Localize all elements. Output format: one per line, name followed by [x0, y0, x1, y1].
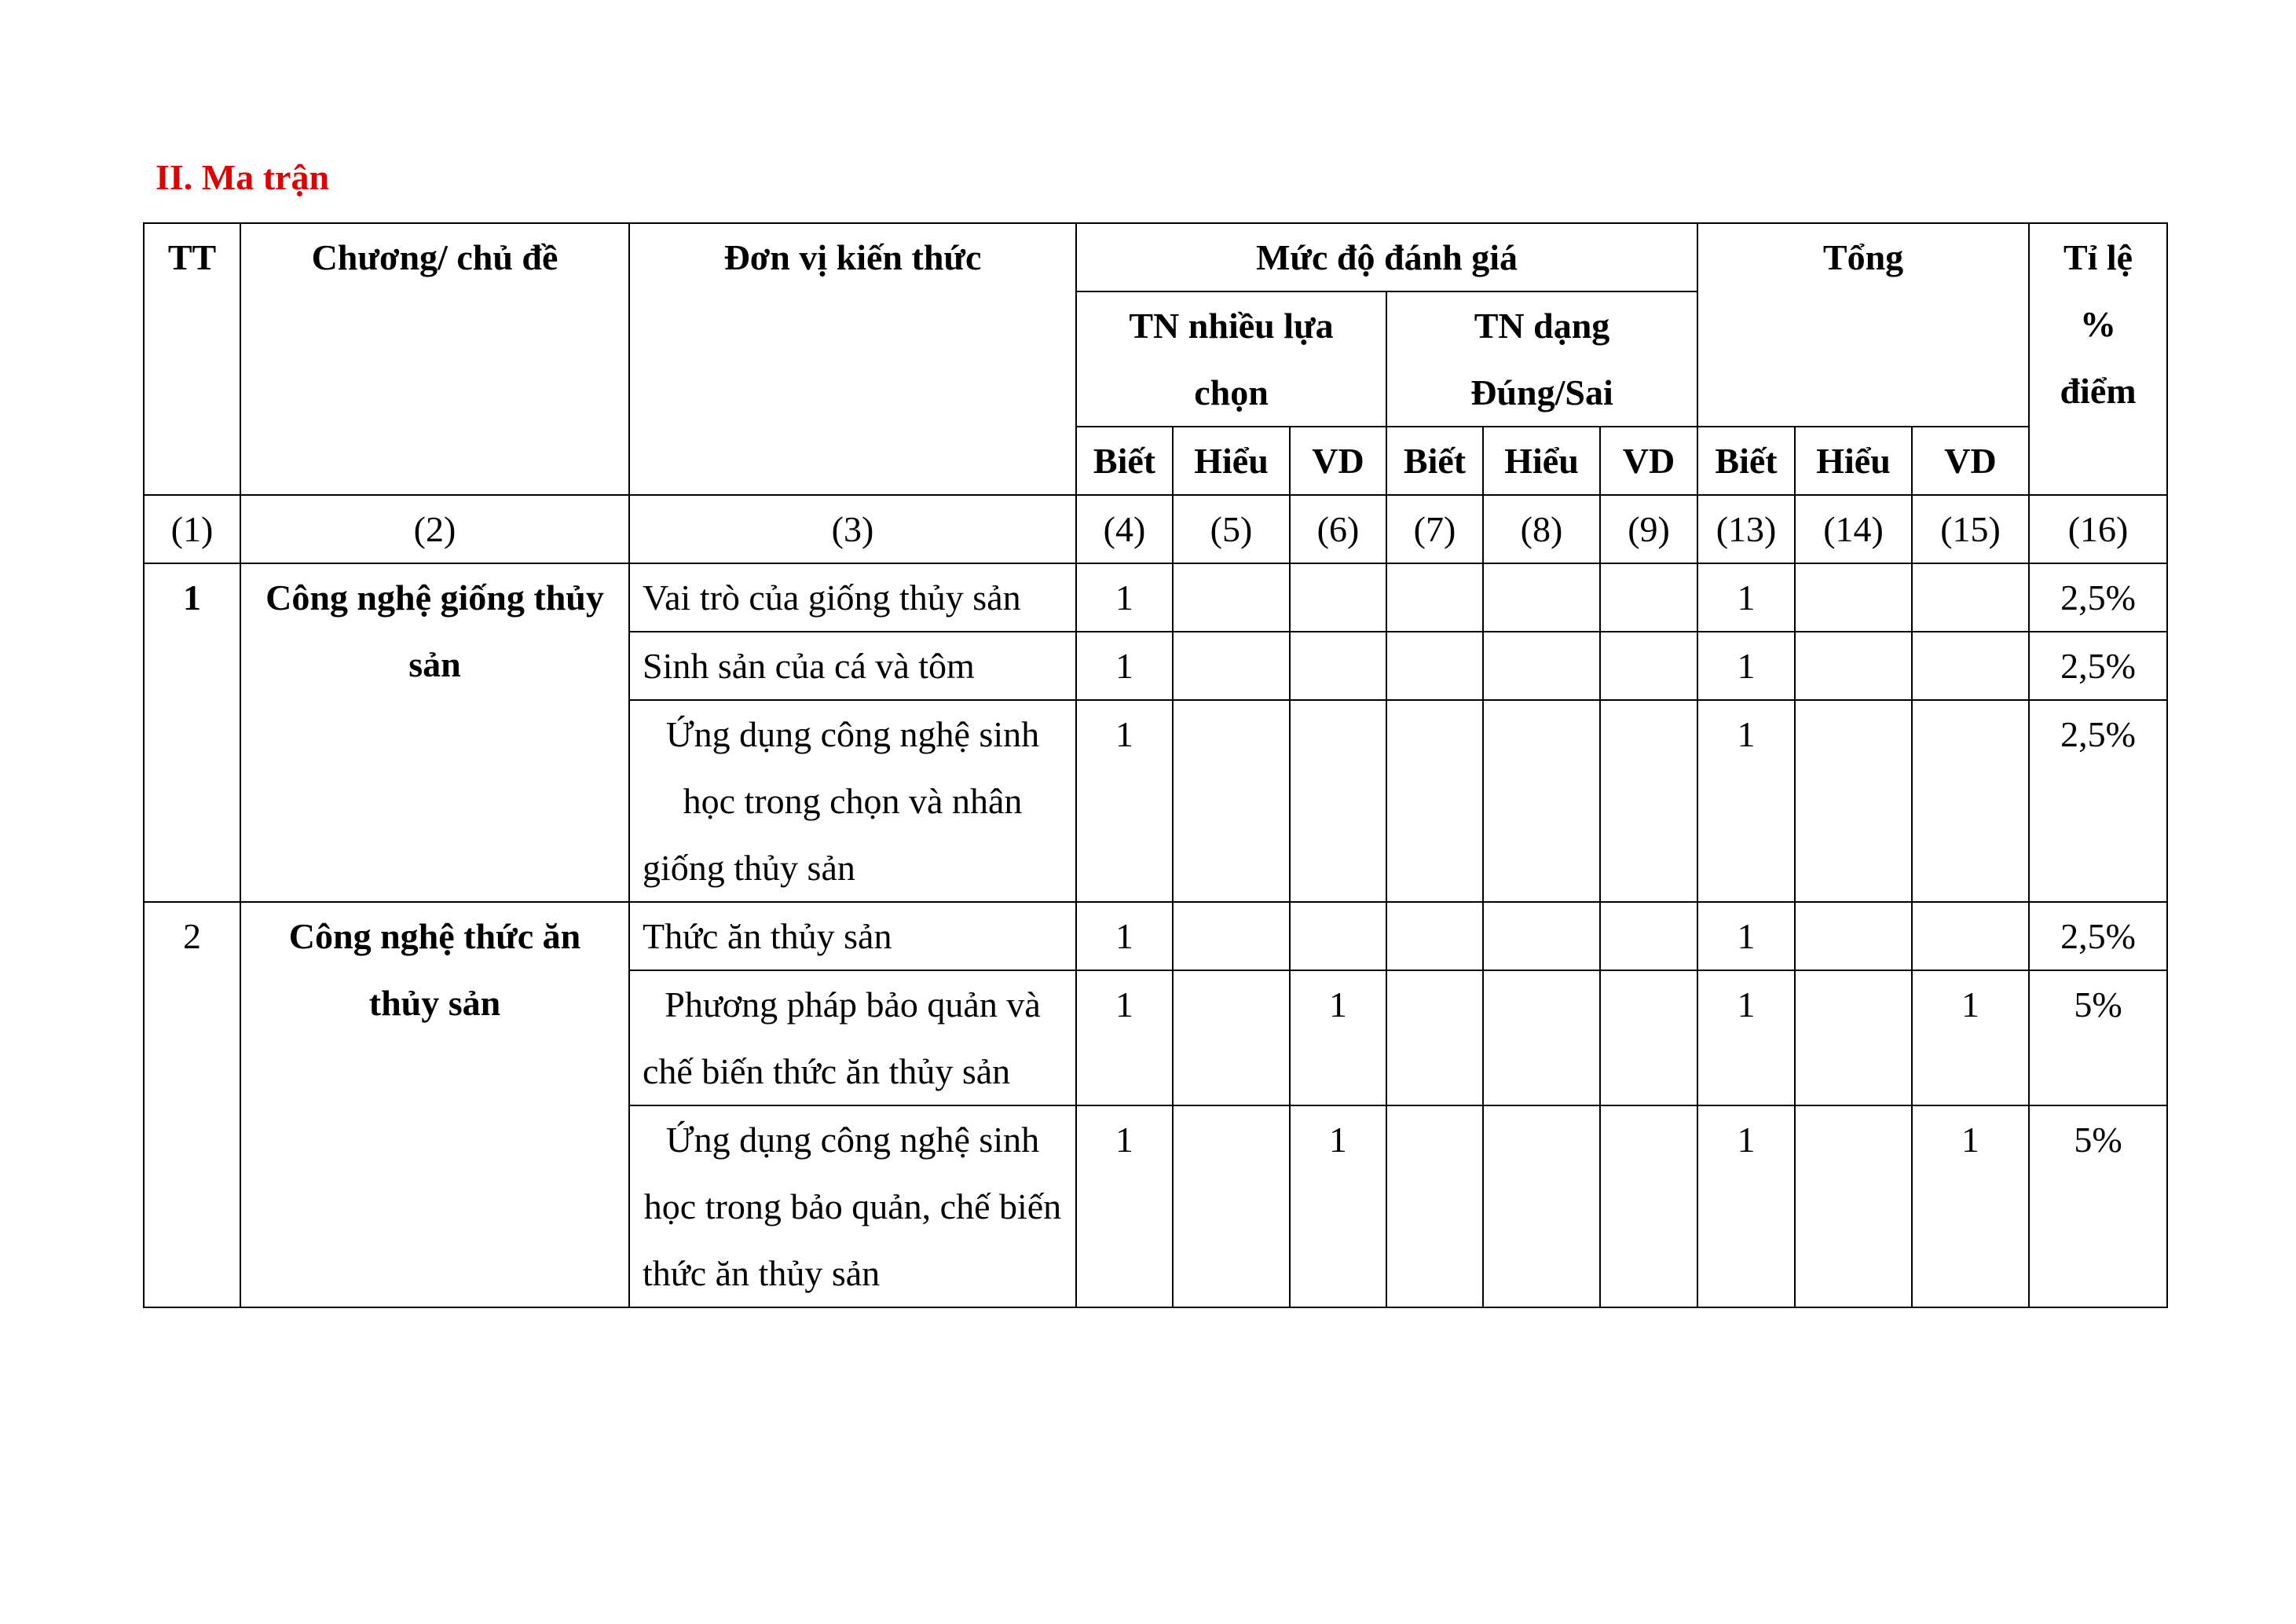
level-value [1386, 1105, 1483, 1307]
level-header: Biết [1386, 427, 1483, 495]
level-value [1795, 632, 1912, 700]
level-value: 1 [1912, 970, 2029, 1105]
assessment-matrix-table [143, 222, 2168, 1308]
column-index: (7) [1386, 495, 1483, 563]
level-value [1173, 902, 1290, 970]
column-index-row [144, 495, 2167, 563]
level-value [1795, 563, 1912, 632]
level-value [1600, 563, 1697, 632]
level-value [1386, 563, 1483, 632]
table-row [144, 563, 2167, 632]
level-value [1173, 563, 1290, 632]
column-index: (5) [1173, 495, 1290, 563]
level-value: 1 [1076, 1105, 1173, 1307]
ratio-value: 2,5% [2029, 632, 2167, 700]
level-header: Biết [1076, 427, 1173, 495]
level-value [1290, 632, 1386, 700]
header-assessment-level: Mức độ đánh giá [1076, 223, 1697, 291]
level-value [1290, 902, 1386, 970]
level-value: 1 [1697, 1105, 1795, 1307]
knowledge-unit: Vai trò của giống thủy sản [629, 563, 1076, 632]
column-index: (16) [2029, 495, 2167, 563]
level-value: 1 [1697, 970, 1795, 1105]
level-value [1173, 632, 1290, 700]
level-value [1600, 700, 1697, 902]
group-chapter: Công nghệ giống thủy sản [240, 563, 629, 902]
knowledge-unit: Ứng dụng công nghệ sinh học trong chọn và nhân giống thủy sản [629, 700, 1076, 902]
group-number: 1 [144, 563, 240, 902]
group-chapter: Công nghệ thức ăn thủy sản [240, 902, 629, 1307]
level-value: 1 [1290, 970, 1386, 1105]
level-value [1173, 970, 1290, 1105]
level-value: 1 [1076, 632, 1173, 700]
level-value [1173, 700, 1290, 902]
column-index: (15) [1912, 495, 2029, 563]
level-value [1912, 563, 2029, 632]
level-value [1290, 563, 1386, 632]
level-value [1386, 970, 1483, 1105]
level-value: 1 [1076, 700, 1173, 902]
column-index: (8) [1483, 495, 1600, 563]
level-value [1795, 700, 1912, 902]
header-true-false: TN dạng Đúng/Sai [1386, 291, 1697, 427]
level-value: 1 [1697, 563, 1795, 632]
knowledge-unit: Phương pháp bảo quản và chế biến thức ăn thủy sản [629, 970, 1076, 1105]
level-header: VD [1600, 427, 1697, 495]
level-header: VD [1290, 427, 1386, 495]
level-header: Hiểu [1173, 427, 1290, 495]
knowledge-unit: Ứng dụng công nghệ sinh học trong bảo quản, chế biến thức ăn thủy sản [629, 1105, 1076, 1307]
level-header: Hiểu [1483, 427, 1600, 495]
level-header: VD [1912, 427, 2029, 495]
level-value [1483, 632, 1600, 700]
level-value [1483, 902, 1600, 970]
section-heading: II. Ma trận [156, 157, 330, 197]
level-value: 1 [1290, 1105, 1386, 1307]
level-value [1386, 632, 1483, 700]
level-value [1483, 700, 1600, 902]
level-value [1912, 632, 2029, 700]
level-value [1600, 970, 1697, 1105]
ratio-value: 2,5% [2029, 700, 2167, 902]
header-total: Tổng [1697, 223, 2029, 427]
level-value [1600, 632, 1697, 700]
level-value: 1 [1076, 970, 1173, 1105]
level-value: 1 [1697, 700, 1795, 902]
header-unit: Đơn vị kiến thức [629, 223, 1076, 495]
level-value [1600, 1105, 1697, 1307]
level-value [1483, 1105, 1600, 1307]
level-value: 1 [1697, 632, 1795, 700]
header-row-1 [144, 223, 2167, 291]
column-index: (1) [144, 495, 240, 563]
level-value: 1 [1912, 1105, 2029, 1307]
column-index: (2) [240, 495, 629, 563]
level-value: 1 [1697, 902, 1795, 970]
level-value: 1 [1076, 563, 1173, 632]
level-value [1290, 700, 1386, 902]
header-ratio: Tỉ lệ % điểm [2029, 223, 2167, 495]
header-tt: TT [144, 223, 240, 495]
knowledge-unit: Thức ăn thủy sản [629, 902, 1076, 970]
table-row [144, 902, 2167, 970]
level-value [1386, 902, 1483, 970]
level-value [1795, 1105, 1912, 1307]
column-index: (3) [629, 495, 1076, 563]
level-value: 1 [1076, 902, 1173, 970]
column-index: (9) [1600, 495, 1697, 563]
ratio-value: 2,5% [2029, 563, 2167, 632]
level-header: Hiểu [1795, 427, 1912, 495]
knowledge-unit: Sinh sản của cá và tôm [629, 632, 1076, 700]
level-value [1173, 1105, 1290, 1307]
level-value [1483, 563, 1600, 632]
level-value [1912, 700, 2029, 902]
header-chapter: Chương/ chủ đề [240, 223, 629, 495]
column-index: (6) [1290, 495, 1386, 563]
level-value [1912, 902, 2029, 970]
level-header: Biết [1697, 427, 1795, 495]
level-value [1795, 970, 1912, 1105]
group-number: 2 [144, 902, 240, 1307]
ratio-value: 2,5% [2029, 902, 2167, 970]
level-value [1600, 902, 1697, 970]
header-mcq: TN nhiều lựa chọn [1076, 291, 1386, 427]
column-index: (14) [1795, 495, 1912, 563]
ratio-value: 5% [2029, 970, 2167, 1105]
level-value [1795, 902, 1912, 970]
column-index: (13) [1697, 495, 1795, 563]
ratio-value: 5% [2029, 1105, 2167, 1307]
column-index: (4) [1076, 495, 1173, 563]
level-value [1483, 970, 1600, 1105]
level-value [1386, 700, 1483, 902]
